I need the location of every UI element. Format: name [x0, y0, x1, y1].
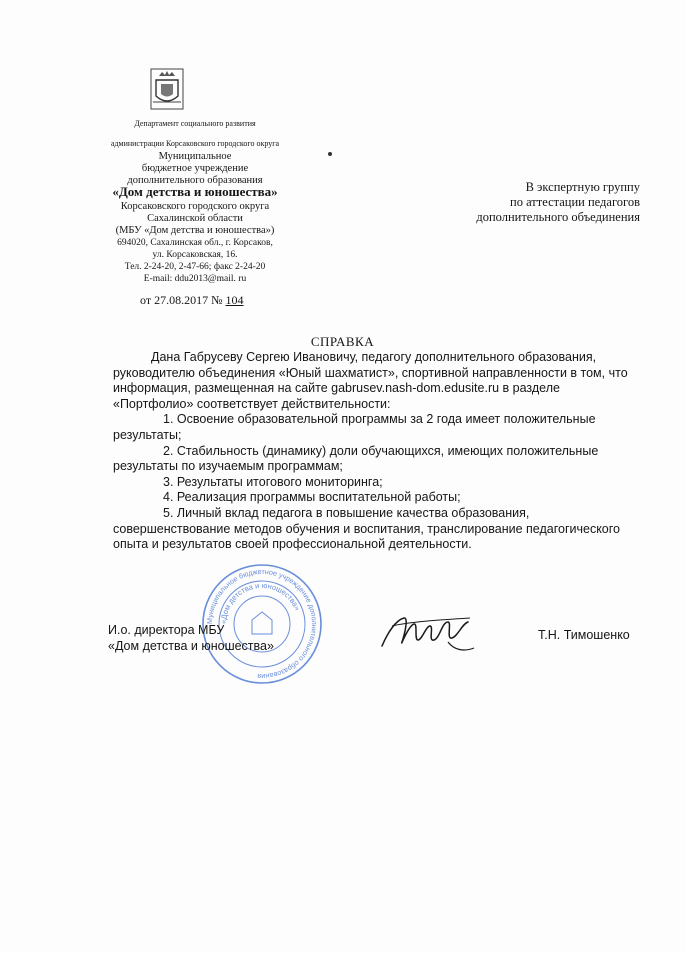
- document-date: [140, 293, 244, 308]
- email-line: E-mail: ddu2013@mail. ru: [143, 274, 247, 284]
- org-type-line: дополнительного образования: [127, 175, 263, 186]
- document-body: [113, 350, 635, 553]
- coat-of-arms-icon: [150, 68, 184, 110]
- signatory-position: [108, 622, 274, 654]
- phone-line: Тел. 2-24-20, 2-47-66; факс 2-24-20: [124, 262, 266, 272]
- recipient-line: дополнительного объединения: [476, 210, 640, 224]
- department-line: Департамент социального развития: [134, 119, 256, 128]
- recipient-line: В экспертную группу: [525, 180, 640, 194]
- stamp-outer-text: Муниципальное бюджетное учреждение дополнительного образования: [204, 566, 320, 682]
- district-line: Корсаковского городского округа: [120, 201, 270, 212]
- handwritten-signature: [378, 612, 478, 658]
- org-type-line: Муниципальное: [158, 151, 232, 162]
- signer-name: Т.Н. Тимошенко: [538, 628, 630, 642]
- position-line: «Дом детства и юношества»: [108, 639, 274, 653]
- org-type-line: бюджетное учреждение: [141, 163, 249, 174]
- list-item: 3. Результаты итогового мониторинга;: [163, 474, 383, 489]
- pen-mark: [328, 152, 332, 156]
- list-item: 5. Личный вклад педагога в повышение качества образования, совершенствование методов обучения и воспитания, транслирование педагогического опыта и результатов своей профессиональной деятельности.: [113, 505, 621, 552]
- recipient-line: по аттестации педагогов: [510, 195, 640, 209]
- address-line: ул. Корсаковская, 16.: [152, 250, 238, 260]
- district-line: Сахалинской области: [147, 213, 243, 224]
- list-item: 2. Стабильность (динамику) доли обучающихся, имеющих положительные результаты по изучаемым программам;: [113, 443, 599, 474]
- date-prefix: от 27.08.2017 №: [140, 293, 223, 307]
- list-item: 1. Освоение образовательной программы за 2 года имеет положительные результаты;: [113, 412, 596, 442]
- position-line: И.о. директора МБУ: [108, 623, 225, 637]
- address-line: 694020, Сахалинская обл., г. Корсаков,: [117, 238, 273, 248]
- recipient-block: [476, 180, 640, 225]
- document-number: 104: [225, 293, 244, 307]
- short-name-line: (МБУ «Дом детства и юношества»): [115, 225, 275, 236]
- stamp-inner-text: «Дом детства и юношества»: [218, 580, 303, 625]
- intro-paragraph: Дана Габрусеву Сергею Ивановичу, педагогу дополнительного образования, руководителю объединения «Юный шахматист», спортивной направленности в том, что информация, размещенная на сайте gabrusev.nash-dom.edusite.ru в разделе «Портфолио» соответствует действительности:: [113, 350, 628, 411]
- document-title: СПРАВКА: [310, 334, 375, 349]
- list-item: 4. Реализация программы воспитательной работы;: [163, 490, 461, 505]
- administration-line: администрации Корсаковского городского округа: [110, 139, 280, 148]
- org-name: «Дом детства и юношества»: [112, 184, 278, 199]
